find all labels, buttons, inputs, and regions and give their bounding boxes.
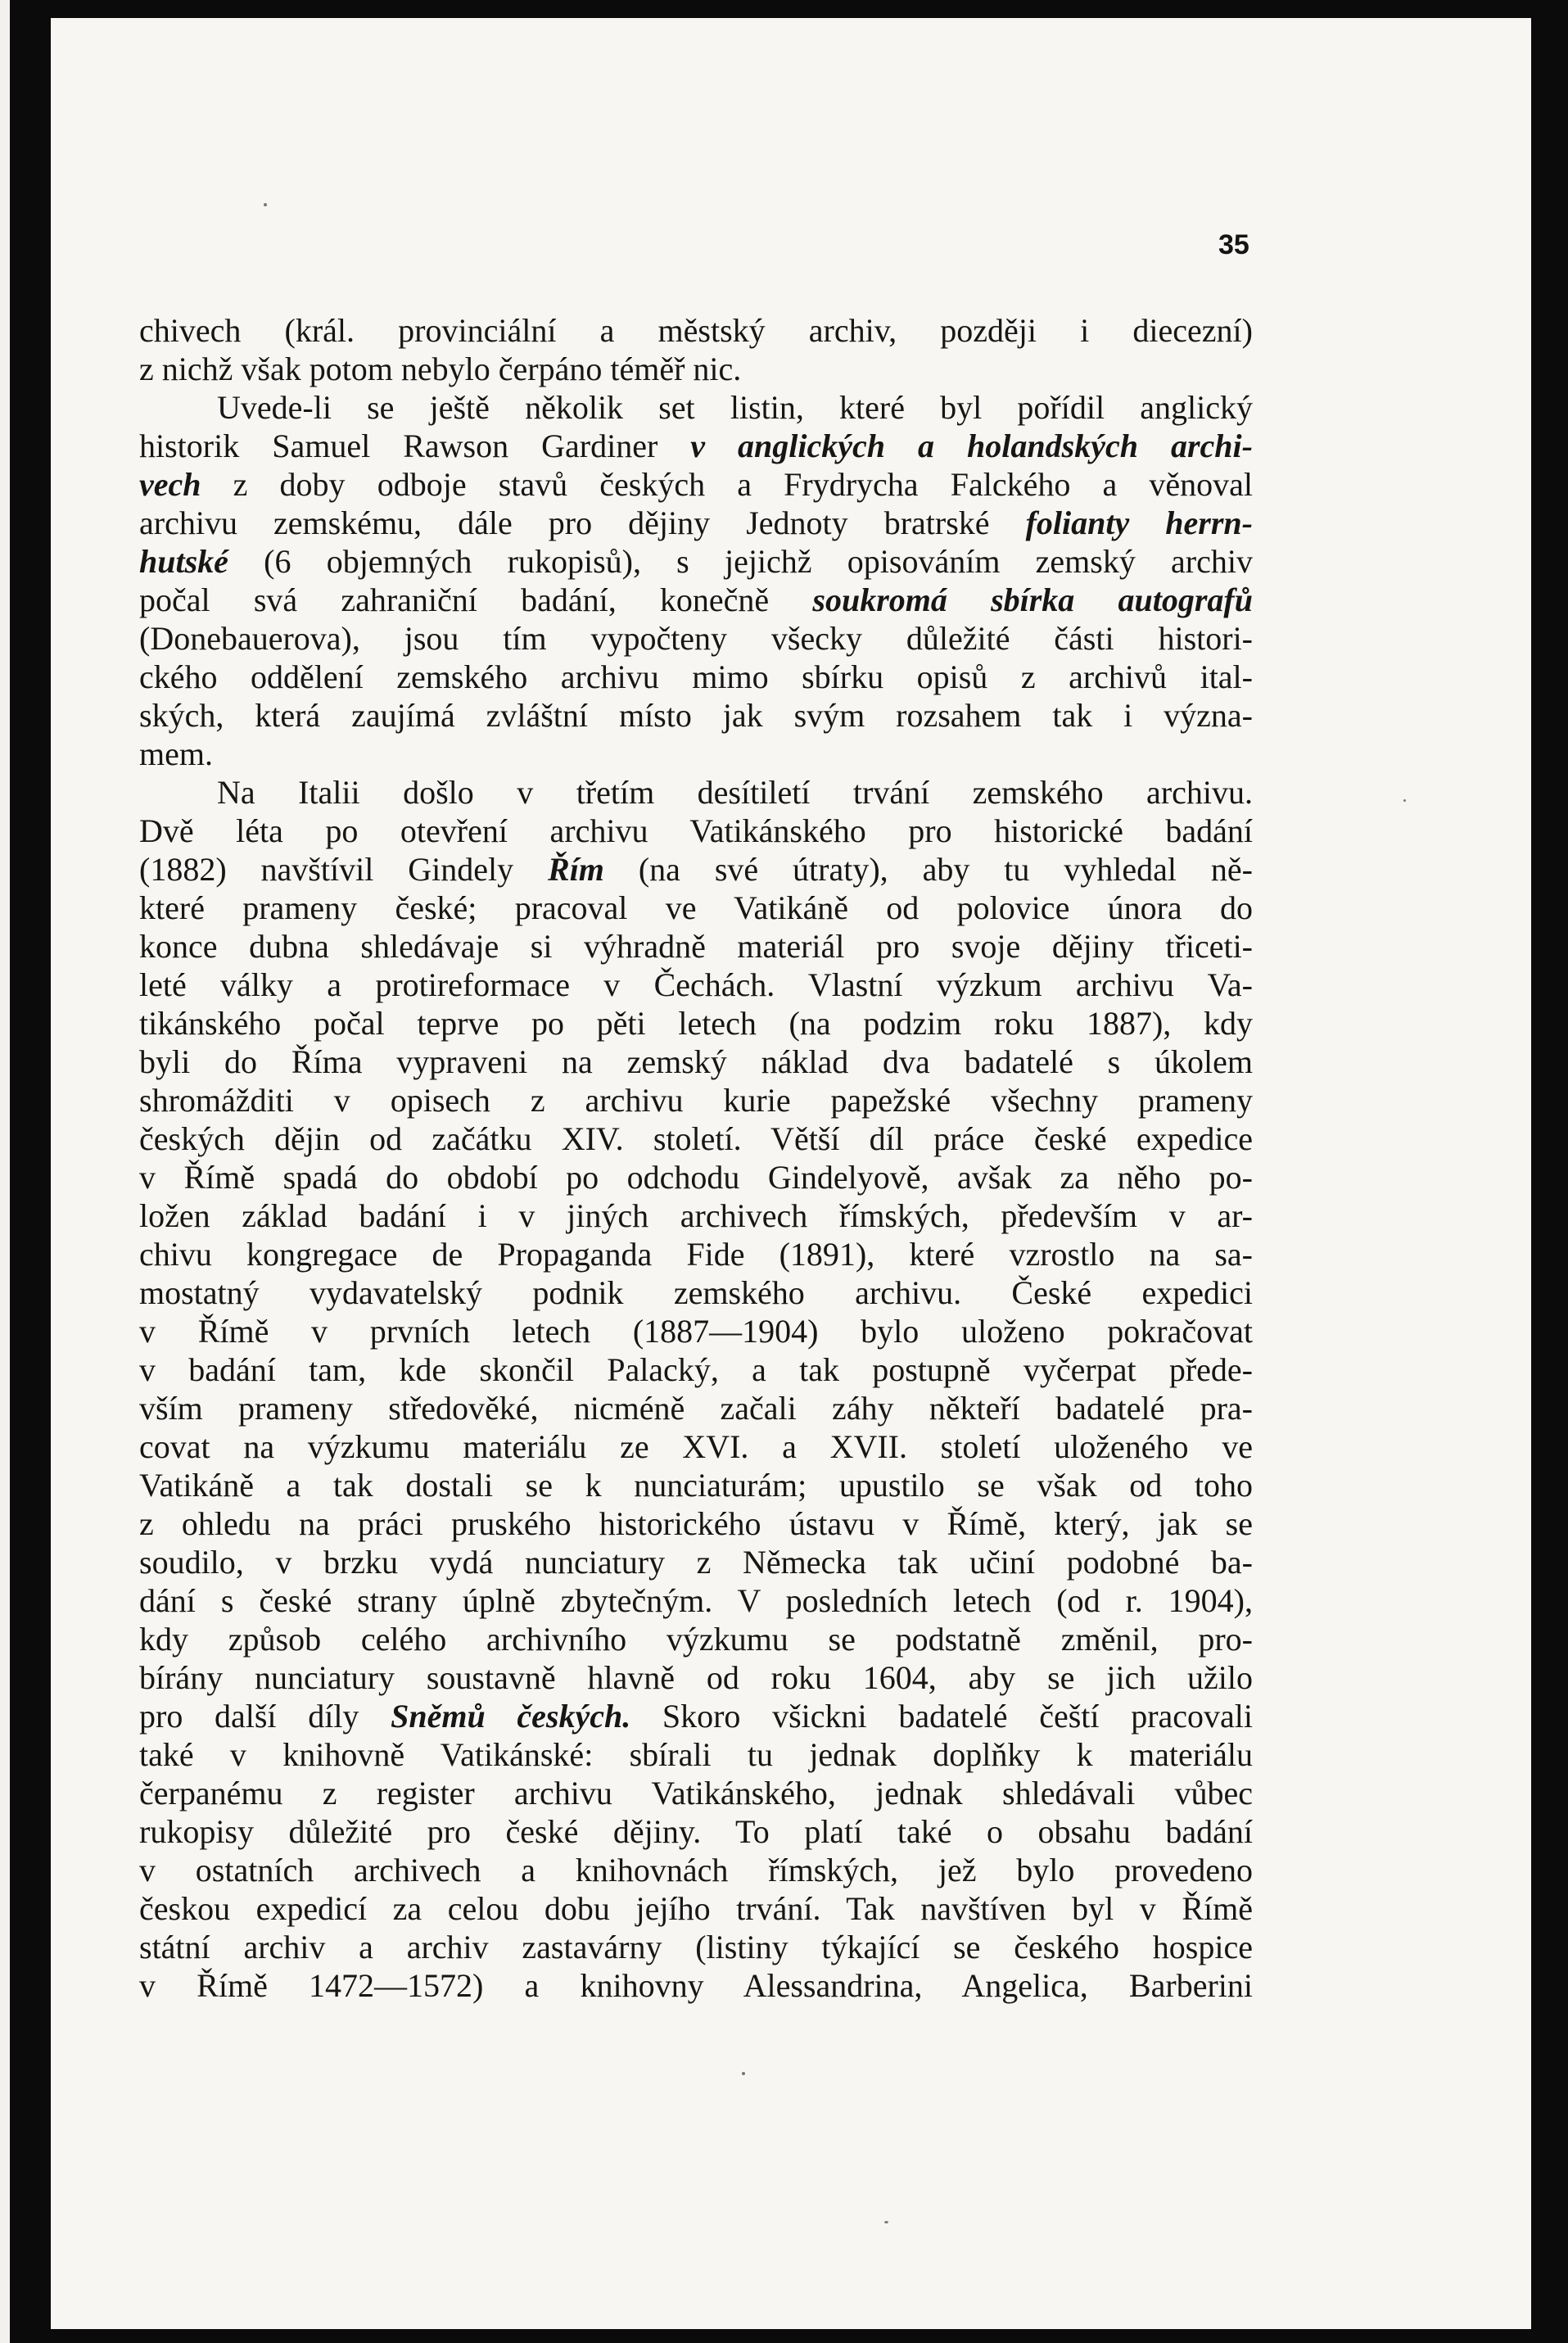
text-line	[139, 1889, 1253, 1928]
text-line	[139, 1119, 1253, 1158]
text-line	[139, 1658, 1253, 1697]
text-line	[139, 1735, 1253, 1774]
text-line	[139, 388, 1253, 427]
text-line	[139, 1812, 1253, 1851]
text-line	[139, 427, 1253, 465]
text-line	[139, 1081, 1253, 1119]
text-span: v Římě spadá do období po odchodu Gindelyově, avšak za něho po-	[139, 1159, 1253, 1196]
text-span: vším prameny středověké, nicméně začali záhy někteří badatelé pra-	[139, 1390, 1253, 1427]
emphasis-text: v anglických a holandských archi-	[690, 427, 1253, 464]
text-line	[139, 1620, 1253, 1658]
text-span: archivu zemskému, dále pro dějiny Jednoty bratrské	[139, 504, 1026, 541]
text-line	[139, 966, 1253, 1004]
text-line	[139, 1504, 1253, 1543]
text-line	[139, 311, 1253, 350]
text-line	[139, 1966, 1253, 2005]
emphasis-text: vech	[139, 466, 201, 503]
text-span: Skoro všickni badatelé čeští pracovali	[630, 1698, 1254, 1735]
text-span: z nichž však potom nebylo čerpáno téměř nic.	[139, 351, 742, 387]
text-line	[139, 1158, 1253, 1196]
emphasis-text: folianty herrn-	[1025, 504, 1253, 541]
text-line	[139, 1581, 1253, 1620]
text-span: v ostatních archivech a knihovnách římských, jež bylo provedeno	[139, 1852, 1253, 1888]
text-line	[139, 1350, 1253, 1389]
text-line	[139, 542, 1253, 581]
text-line	[139, 1235, 1253, 1273]
text-line	[139, 1697, 1253, 1735]
text-span: tikánského počal teprve po pěti letech (na podzim roku 1887), kdy	[139, 1005, 1253, 1042]
text-span: (1882) navštívil Gindely	[139, 851, 549, 888]
text-span: státní archiv a archiv zastavárny (listiny týkající se českého hospice	[139, 1929, 1253, 1965]
text-span: dání s české strany úplně zbytečným. V posledních letech (od r. 1904),	[139, 1582, 1253, 1619]
text-line	[139, 1043, 1253, 1081]
text-line	[139, 735, 1253, 773]
emphasis-text: hutské	[139, 543, 228, 580]
text-span: kdy způsob celého archivního výzkumu se podstatně změnil, pro-	[139, 1621, 1253, 1658]
text-line	[139, 889, 1253, 927]
dust-speck	[1403, 799, 1406, 802]
text-line	[139, 927, 1253, 966]
text-span: bírány nunciatury soustavně hlavně od roku 1604, aby se jich užilo	[139, 1659, 1253, 1696]
text-line	[139, 1928, 1253, 1966]
text-span: z ohledu na práci pruského historického ústavu v Římě, který, jak se	[139, 1505, 1253, 1542]
text-line	[139, 1851, 1253, 1889]
text-span: historik Samuel Rawson Gardiner	[139, 427, 691, 464]
text-span: mem.	[139, 735, 213, 772]
text-line	[139, 350, 1253, 388]
text-span: (na své útraty), aby tu vyhledal ně-	[603, 851, 1253, 888]
text-span: Dvě léta po otevření archivu Vatikánského pro historické badání	[139, 812, 1253, 849]
text-span: pro další díly	[139, 1698, 391, 1735]
text-span: (Donebauerova), jsou tím vypočteny všecky důležité části histori-	[139, 620, 1253, 657]
text-line	[139, 850, 1253, 889]
text-span: soudilo, v brzku vydá nunciatury z Německa tak učiní podobné ba-	[139, 1544, 1253, 1581]
text-span: chivu kongregace de Propaganda Fide (1891), které vzrostlo na sa-	[139, 1236, 1253, 1273]
text-line	[139, 1196, 1253, 1235]
text-line	[139, 1273, 1253, 1312]
emphasis-text: soukromá sbírka autografů	[812, 581, 1253, 618]
text-span: v Římě 1472—1572) a knihovny Alessandrina, Angelica, Barberini	[139, 1967, 1253, 2004]
text-span: českou expedicí za celou dobu jejího trvání. Tak navštíven byl v Římě	[139, 1890, 1253, 1927]
page-number: 35	[1218, 229, 1249, 260]
text-line	[139, 696, 1253, 735]
text-span: (6 objemných rukopisů), s jejichž opisováním zemský archiv	[228, 543, 1253, 580]
dust-speck	[264, 203, 267, 206]
text-span: mostatný vydavatelský podnik zemského archivu. České expedici	[139, 1274, 1253, 1311]
text-span: konce dubna shledávaje si výhradně materiál pro svoje dějiny třiceti-	[139, 928, 1253, 965]
text-line	[139, 1312, 1253, 1350]
text-span: ložen základ badání i v jiných archivech římských, především v ar-	[139, 1197, 1253, 1234]
dust-speck	[742, 2072, 745, 2075]
text-span: Na Italii došlo v třetím desítiletí trvání zemského archivu.	[217, 774, 1253, 811]
text-line	[139, 1004, 1253, 1043]
text-span: covat na výzkumu materiálu ze XVI. a XVII. století uloženého ve	[139, 1428, 1253, 1465]
text-line	[139, 812, 1253, 850]
text-span: Vatikáně a tak dostali se k nunciaturám; upustilo se však od toho	[139, 1467, 1253, 1504]
text-span: chivech (král. provinciální a městský archiv, později i diecezní)	[139, 312, 1253, 349]
text-span: ckého oddělení zemského archivu mimo sbírku opisů z archivů ital-	[139, 658, 1253, 695]
text-span: ských, která zaujímá zvláštní místo jak svým rozsahem tak i význa-	[139, 697, 1253, 734]
text-line	[139, 465, 1253, 504]
text-span: které prameny české; pracoval ve Vatikáně od polovice února do	[139, 889, 1253, 926]
text-span: Uvede-li se ještě několik set listin, které byl pořídil anglický	[217, 389, 1253, 426]
text-line	[139, 1466, 1253, 1504]
text-line	[139, 1389, 1253, 1427]
text-span: byli do Říma vypraveni na zemský náklad dva badatelé s úkolem	[139, 1043, 1253, 1080]
emphasis-text: Řím	[548, 851, 604, 888]
text-line	[139, 1427, 1253, 1466]
body-text	[139, 311, 1253, 2005]
text-line	[139, 1774, 1253, 1812]
text-span: v badání tam, kde skončil Palacký, a tak postupně vyčerpat přede-	[139, 1351, 1253, 1388]
text-span: v Římě v prvních letech (1887—1904) bylo uloženo pokračovat	[139, 1313, 1253, 1350]
text-line	[139, 658, 1253, 696]
text-line	[139, 1543, 1253, 1581]
text-span: leté války a protireformace v Čechách. Vlastní výzkum archivu Va-	[139, 966, 1253, 1003]
text-line	[139, 619, 1253, 658]
dust-speck	[884, 2221, 888, 2223]
text-span: také v knihovně Vatikánské: sbírali tu jednak doplňky k materiálu	[139, 1736, 1253, 1773]
text-span: shromážditi v opisech z archivu kurie papežské všechny prameny	[139, 1082, 1253, 1119]
text-span: počal svá zahraniční badání, konečně	[139, 581, 813, 618]
text-span: čerpanému z register archivu Vatikánského, jednak shledávali vůbec	[139, 1775, 1253, 1812]
text-span: rukopisy důležité pro české dějiny. To platí také o obsahu badání	[139, 1813, 1253, 1850]
text-line	[139, 773, 1253, 812]
text-line	[139, 504, 1253, 542]
text-line	[139, 581, 1253, 619]
text-span: z doby odboje stavů českých a Frydrycha Falckého a věnoval	[201, 466, 1253, 503]
text-span: českých dějin od začátku XIV. století. Větší díl práce české expedice	[139, 1120, 1253, 1157]
emphasis-text: Sněmů českých.	[391, 1698, 631, 1735]
left-page-edge	[0, 0, 10, 2343]
